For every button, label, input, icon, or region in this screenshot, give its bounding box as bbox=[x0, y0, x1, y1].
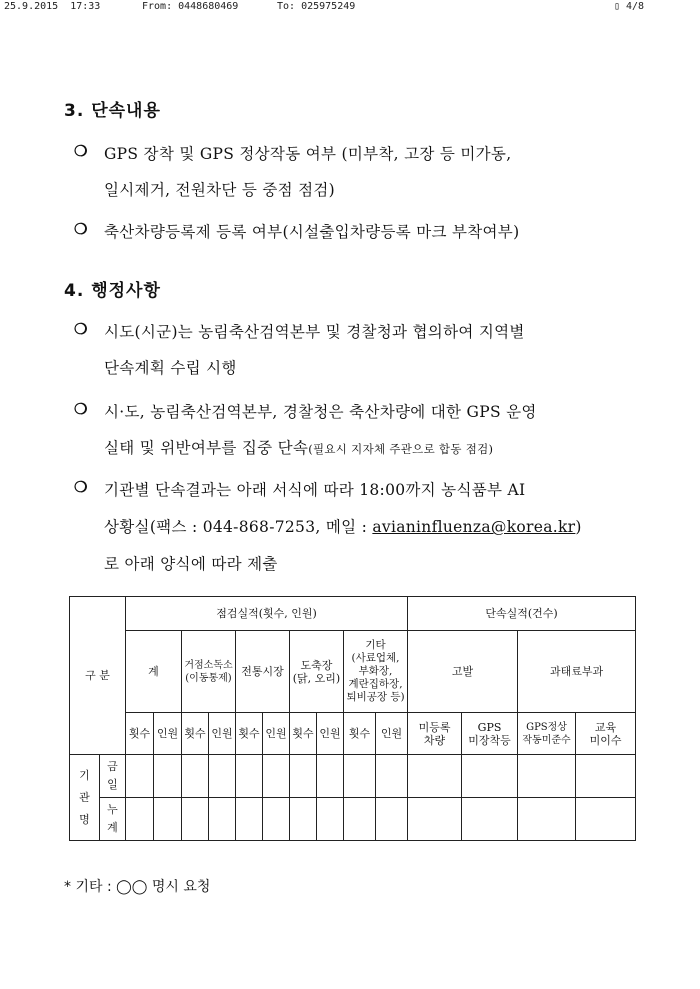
group-disinfection-header: 거점소독소 (이동통제) bbox=[182, 631, 236, 713]
s4-bullet3-line1: 기관별 단속결과는 아래 서식에 따라 18:00까지 농식품부 AI bbox=[104, 481, 526, 499]
people-header: 인원 bbox=[154, 713, 182, 755]
cell[interactable] bbox=[518, 798, 576, 841]
gye-header: 계 bbox=[126, 631, 182, 713]
s4-bullet1-line2: 단속계획 수립 시행 bbox=[104, 359, 237, 377]
cell[interactable] bbox=[263, 798, 290, 841]
section4-title: 4. 행정사항 bbox=[64, 281, 161, 301]
cumulative-row-label: 누 계 bbox=[100, 798, 126, 841]
fax-page: 4/8 bbox=[626, 1, 645, 12]
footnote: * 기타 : ◯◯ 명시 요청 bbox=[64, 879, 211, 895]
cell[interactable] bbox=[126, 755, 154, 798]
s4-bullet3-post: ) bbox=[575, 518, 582, 536]
s4-bullet3-pre: 상황실(팩스 : 044-868-7253, 메일 : bbox=[104, 518, 373, 536]
report-form-table bbox=[69, 596, 636, 841]
count-header: 횟수 bbox=[344, 713, 376, 755]
unregistered-header: 미등록 차량 bbox=[408, 713, 462, 755]
fax-datetime: 25.9.2015 17:33 bbox=[4, 1, 101, 12]
group-market-header: 전통시장 bbox=[236, 631, 290, 713]
bullet-icon: ❍ bbox=[74, 220, 88, 238]
cell[interactable] bbox=[182, 798, 209, 841]
today-row-label: 금 일 bbox=[100, 755, 126, 798]
section3-title: 3. 단속내용 bbox=[64, 101, 161, 121]
cell[interactable] bbox=[290, 755, 317, 798]
group-slaughter-header: 도축장 (닭, 오리) bbox=[290, 631, 344, 713]
count-header: 횟수 bbox=[126, 713, 154, 755]
cell[interactable] bbox=[154, 798, 182, 841]
people-header: 인원 bbox=[209, 713, 236, 755]
cell[interactable] bbox=[290, 798, 317, 841]
cell[interactable] bbox=[236, 798, 263, 841]
s3-bullet2-line1: 축산차량등록제 등록 여부(시설출입차량등록 마크 부착여부) bbox=[104, 223, 520, 241]
cell[interactable] bbox=[236, 755, 263, 798]
education-header: 교육 미이수 bbox=[576, 713, 636, 755]
cell[interactable] bbox=[518, 755, 576, 798]
cell[interactable] bbox=[317, 755, 344, 798]
s3-bullet1-line1: GPS 장착 및 GPS 정상작동 여부 (미부착, 고장 등 미가동, bbox=[104, 145, 512, 163]
enforcement-header: 단속실적(건수) bbox=[408, 597, 636, 631]
s4-bullet1-line1: 시도(시군)는 농림축산검역본부 및 경찰청과 협의하여 지역별 bbox=[104, 323, 525, 341]
gps-unequipped-header: GPS 미장착등 bbox=[462, 713, 518, 755]
cell[interactable] bbox=[154, 755, 182, 798]
cell[interactable] bbox=[126, 798, 154, 841]
cell[interactable] bbox=[376, 798, 408, 841]
bullet-icon: ❍ bbox=[74, 400, 88, 418]
cell[interactable] bbox=[462, 798, 518, 841]
s4-bullet3-line2 bbox=[104, 515, 582, 537]
people-header: 인원 bbox=[263, 713, 290, 755]
fax-from: From: 0448680469 bbox=[142, 1, 239, 12]
cell[interactable] bbox=[462, 755, 518, 798]
gobal-header: 고발 bbox=[408, 631, 518, 713]
bullet-icon: ❍ bbox=[74, 320, 88, 338]
cell[interactable] bbox=[576, 798, 636, 841]
email-link[interactable]: avianinfluenza@korea.kr bbox=[372, 518, 576, 536]
group-other-header: 기타 (사료업체, 부화장, 계란집하장, 퇴비공장 등) bbox=[344, 631, 408, 713]
org-name-header: 기 관 명 bbox=[70, 755, 100, 841]
cell[interactable] bbox=[376, 755, 408, 798]
s4-bullet2-main: 실태 및 위반여부를 집중 단속 bbox=[104, 439, 309, 457]
cell[interactable] bbox=[344, 798, 376, 841]
s4-bullet3-line3: 로 아래 양식에 따라 제출 bbox=[104, 555, 278, 573]
cell[interactable] bbox=[182, 755, 209, 798]
cell[interactable] bbox=[576, 755, 636, 798]
fax-header bbox=[0, 0, 700, 14]
cell[interactable] bbox=[408, 798, 462, 841]
people-header: 인원 bbox=[317, 713, 344, 755]
bullet-icon: ❍ bbox=[74, 142, 88, 160]
fax-to: To: 025975249 bbox=[277, 1, 356, 12]
s4-bullet2-small: (필요시 지자체 주관으로 합동 점검) bbox=[308, 442, 494, 456]
count-header: 횟수 bbox=[236, 713, 263, 755]
cell[interactable] bbox=[408, 755, 462, 798]
cell[interactable] bbox=[209, 755, 236, 798]
s3-bullet1-line2: 일시제거, 전원차단 등 중점 점검) bbox=[104, 181, 336, 199]
count-header: 횟수 bbox=[290, 713, 317, 755]
cell[interactable] bbox=[344, 755, 376, 798]
cell[interactable] bbox=[263, 755, 290, 798]
fine-header: 과태료부과 bbox=[518, 631, 636, 713]
cell[interactable] bbox=[209, 798, 236, 841]
page-icon: ▯ bbox=[614, 1, 621, 12]
people-header: 인원 bbox=[376, 713, 408, 755]
s4-bullet2-line2 bbox=[104, 436, 493, 458]
cell[interactable] bbox=[317, 798, 344, 841]
s4-bullet2-line1: 시·도, 농림축산검역본부, 경찰청은 축산차량에 대한 GPS 운영 bbox=[104, 403, 537, 421]
gubun-header: 구 분 bbox=[70, 597, 126, 755]
inspection-header: 점검실적(횟수, 인원) bbox=[126, 597, 408, 631]
gps-noncompliance-header: GPS정상 작동미준수 bbox=[518, 713, 576, 755]
bullet-icon: ❍ bbox=[74, 478, 88, 496]
count-header: 횟수 bbox=[182, 713, 209, 755]
